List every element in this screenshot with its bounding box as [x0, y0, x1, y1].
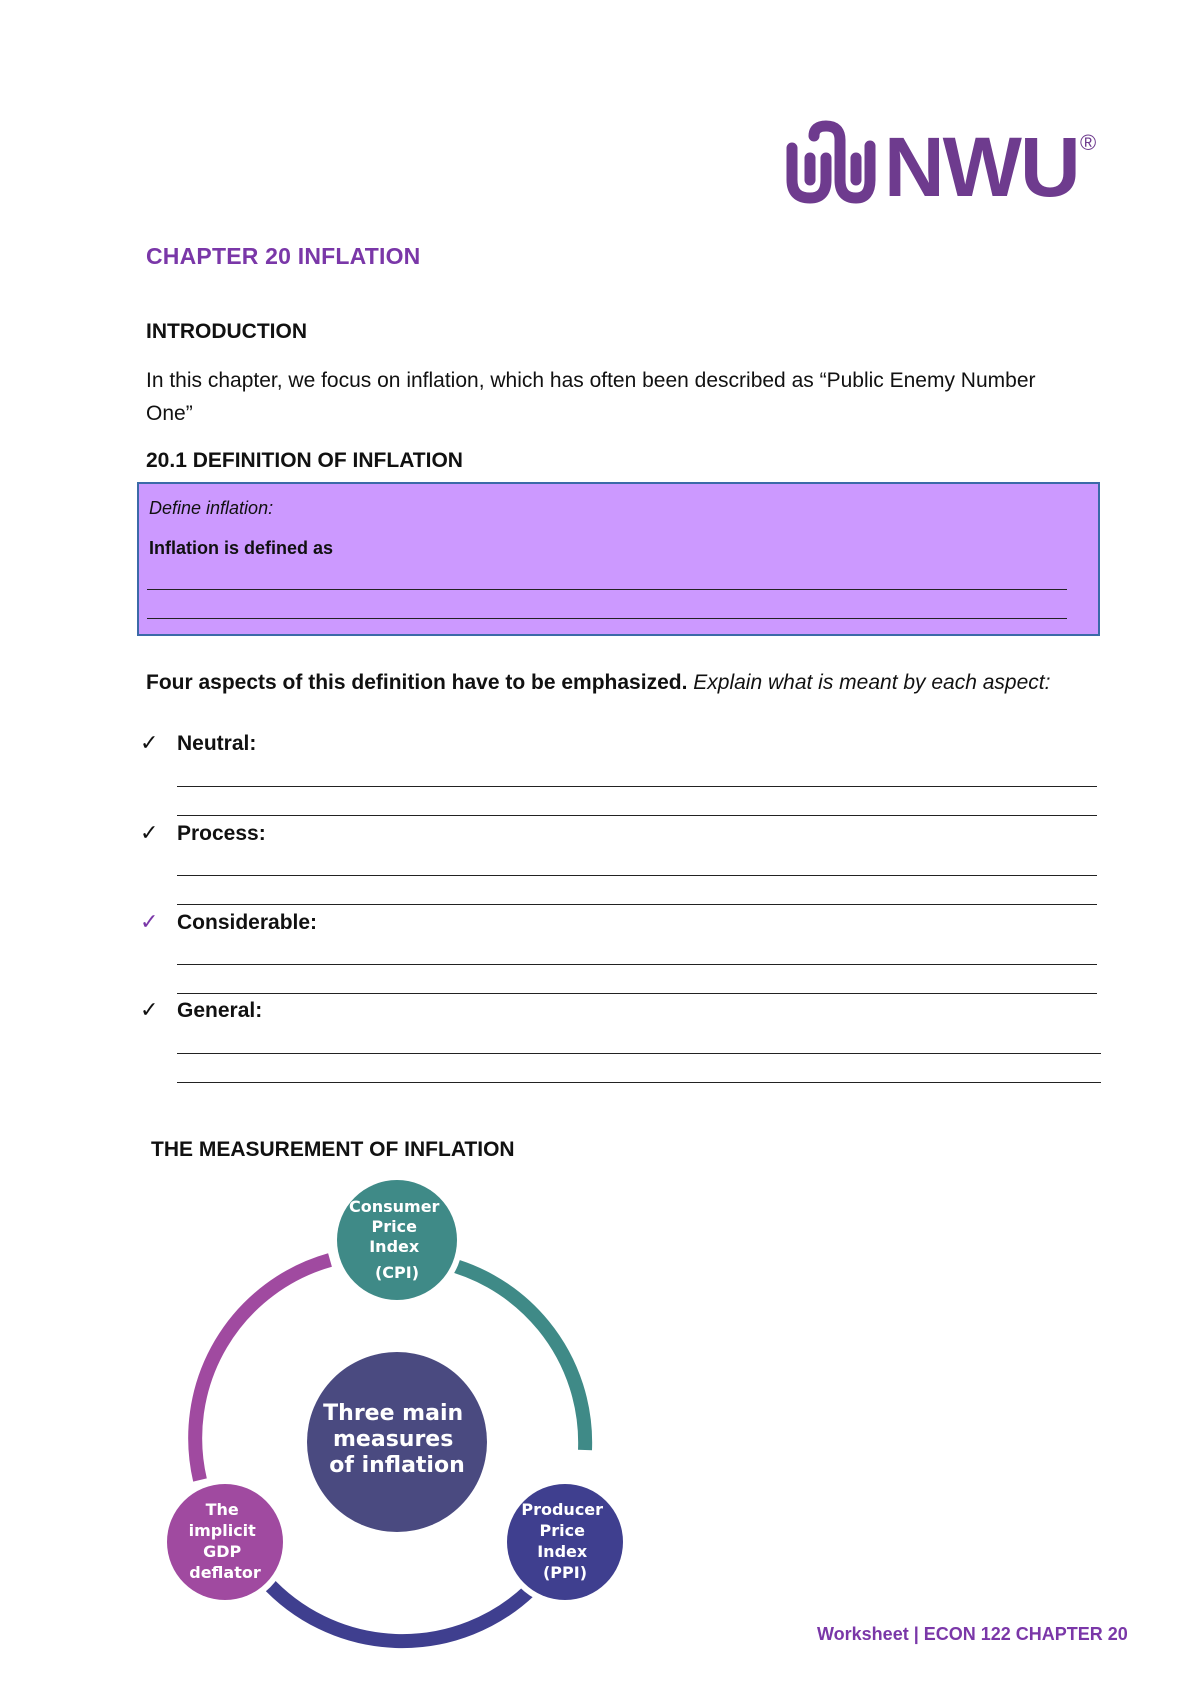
- ppi-label-line: Price: [539, 1521, 585, 1540]
- aspects-intro-italic: Explain what is meant by each aspect:: [693, 671, 1051, 694]
- aspect-neutral-label: Neutral:: [177, 732, 257, 755]
- ppi-label-line: (PPI): [542, 1563, 588, 1582]
- gdp-label-line: implicit: [188, 1521, 256, 1540]
- check-icon: ✓: [140, 909, 159, 934]
- chapter-title: CHAPTER 20 INFLATION: [146, 243, 421, 269]
- page-footer: Worksheet | ECON 122 CHAPTER 20: [817, 1624, 1128, 1644]
- measurement-heading: THE MEASUREMENT OF INFLATION: [151, 1138, 515, 1161]
- answer-line[interactable]: [177, 1082, 1101, 1083]
- aspect-process-label: Process:: [177, 822, 266, 845]
- nwu-logo: [780, 118, 1100, 208]
- define-label: Define inflation:: [149, 498, 274, 518]
- check-icon: ✓: [140, 820, 159, 845]
- gdp-label-line: GDP: [203, 1542, 242, 1561]
- introduction-text: In this chapter, we focus on inflation, which has often been described as “Public Enemy Number One”: [146, 369, 1036, 425]
- cpi-label-line: Price: [371, 1217, 417, 1236]
- answer-line[interactable]: [177, 1053, 1101, 1054]
- answer-line[interactable]: [177, 993, 1097, 994]
- definition-heading: 20.1 DEFINITION OF INFLATION: [146, 449, 463, 472]
- introduction-heading: INTRODUCTION: [146, 320, 307, 343]
- definition-box: [137, 482, 1100, 636]
- nwu-emblem-icon: [792, 126, 870, 198]
- inflation-measures-diagram: [160, 1180, 640, 1650]
- center-label-line: measures: [333, 1427, 454, 1452]
- registered-mark: ®: [1080, 130, 1097, 155]
- check-icon: ✓: [140, 997, 159, 1022]
- answer-line[interactable]: [177, 786, 1097, 787]
- cpi-label-line: Consumer: [348, 1197, 440, 1216]
- gdp-label-line: The: [205, 1500, 239, 1519]
- answer-line[interactable]: [177, 875, 1097, 876]
- ring-arc-bottom: [265, 1580, 530, 1641]
- aspect-general-label: General:: [177, 999, 263, 1022]
- center-label-line: Three main: [323, 1401, 464, 1426]
- answer-line[interactable]: [177, 904, 1097, 905]
- answer-line[interactable]: [177, 815, 1097, 816]
- ppi-label-line: Producer: [521, 1500, 604, 1519]
- svg-text:Three main measures of: [323, 1401, 471, 1478]
- ppi-label-line: Index: [537, 1542, 588, 1561]
- gdp-label-line: deflator: [189, 1563, 261, 1582]
- logo-wordmark: NWU: [884, 120, 1079, 208]
- cpi-label-line: Index: [369, 1237, 420, 1256]
- answer-line[interactable]: [147, 618, 1067, 619]
- answer-line[interactable]: [177, 964, 1097, 965]
- aspects-instruction: [146, 671, 1050, 695]
- aspects-intro-bold: Four aspects of this definition have to be emphasized.: [146, 671, 688, 694]
- center-label-line: of inflation: [329, 1453, 465, 1478]
- aspect-considerable-label: Considerable:: [177, 911, 318, 934]
- check-icon: ✓: [140, 730, 159, 755]
- cpi-label-line: (CPI): [374, 1263, 420, 1282]
- answer-line[interactable]: [147, 589, 1067, 590]
- definition-prompt: Inflation is defined as: [149, 538, 334, 558]
